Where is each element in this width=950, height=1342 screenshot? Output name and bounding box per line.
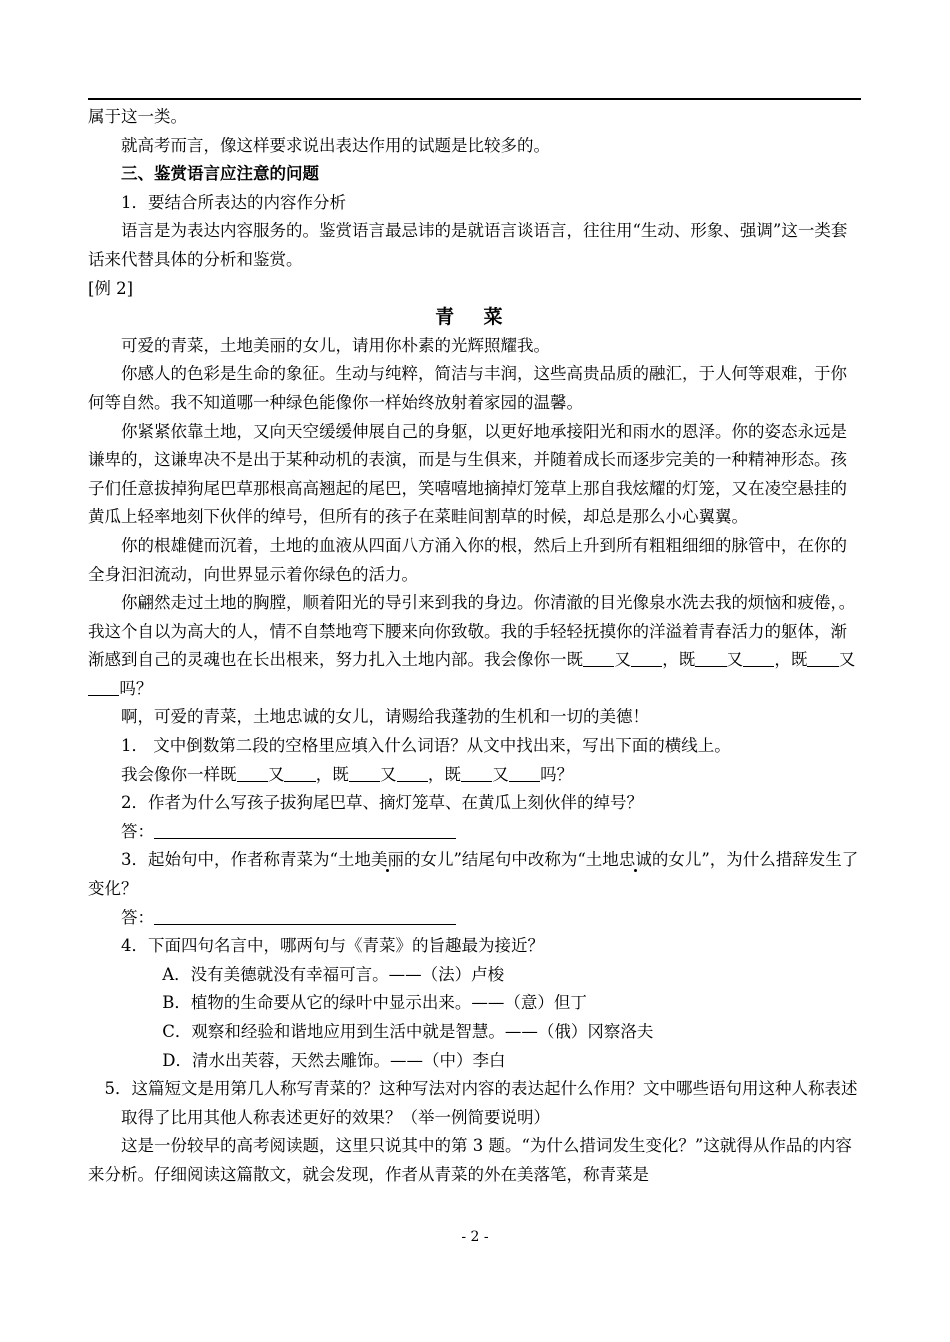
option: D．清水出芙蓉，天然去雕饰。——（中）李白 bbox=[162, 1050, 506, 1070]
blank bbox=[284, 763, 315, 781]
essay-paragraph: 可爱的青菜，土地美丽的女儿，请用你朴素的光辉照耀我。 bbox=[121, 335, 550, 355]
essay-paragraph: 你的根雄健而沉着，土地的血液从四面八方涌入你的根，然后上升到所有粗粗细细的脉管中，在你的全身汩汩流动，向世界显示着你绿色的活力。 bbox=[88, 535, 847, 584]
essay-paragraph-with-blanks: 你翩然走过土地的胸膛，顺着阳光的导引来到我的身边。你清澈的目光像泉水洗去我的烦恼和疲倦，。我这个自以为高大的人，情不自禁地弯下腰来向你致敬。我的手轻轻抚摸你的洋溢着青春活力的躯体，渐渐感到自己的灵魂也在长出根来，努力扎入土地内部。我会像你一既 又 ，既 又 ，既 又吗？ bbox=[88, 593, 856, 698]
essay-paragraph: 你感人的色彩是生命的象征。生动与纯粹，简洁与丰润，这些高贵品质的融汇，于人何等艰难，于你何等自然。我不知道哪一种绿色能像你一样始终放射着家园的温馨。 bbox=[88, 364, 847, 412]
blank bbox=[695, 649, 726, 667]
page-content bbox=[88, 103, 861, 1190]
text-line: 属于这一类。 bbox=[88, 107, 187, 126]
blank bbox=[237, 763, 268, 781]
answer-blank bbox=[154, 821, 456, 839]
text-line: 就高考而言，像这样要求说出表达作用的试题是比较多的。 bbox=[121, 135, 550, 155]
blank bbox=[88, 678, 119, 696]
header-rule bbox=[88, 98, 861, 100]
answer-line: 答： bbox=[88, 818, 861, 847]
option: B．植物的生命要从它的绿叶中显示出来。——（意）但丁 bbox=[162, 993, 587, 1013]
paragraph: 语言是为表达内容服务的。鉴赏语言最忌讳的是就语言谈语言，往往用“生动、形象、强调”这一类套话来代替具体的分析和鉴赏。 bbox=[88, 221, 848, 269]
blank bbox=[807, 649, 838, 667]
blank bbox=[583, 649, 614, 667]
section-heading: 三、鉴赏语言应注意的问题 bbox=[121, 164, 319, 184]
option: A．没有美德就没有幸福可言。——（法）卢梭 bbox=[162, 964, 505, 984]
answer-blank bbox=[154, 906, 456, 924]
emphasis-dotted: 美丽 bbox=[370, 850, 404, 870]
answer-line: 答： bbox=[88, 904, 861, 933]
emphasis-dotted: 忠诚 bbox=[618, 850, 652, 870]
blank bbox=[743, 649, 774, 667]
blank bbox=[397, 763, 428, 781]
essay-text: 你翩然走过土地的胸膛，顺着阳光的导引来到我的身边。你清澈的目光像泉水洗去我的烦恼和疲倦，。我这个自以为高大的人，情不自禁地弯下腰来向你致敬。我的手轻轻抚摸你的洋溢着青春活力的躯体，渐渐感到自己的灵魂也在长出根来，努力扎入土地内部。我会像你一 bbox=[88, 593, 856, 670]
question-1: 1． 文中倒数第二段的空格里应填入什么词语？从文中找出来，写出下面的横线上。 bbox=[121, 736, 731, 756]
question-5: 5．这篇短文是用第几人称写青菜的？这种写法对内容的表达起什么作用？文中哪些语句用这种人称表述取得了比用其他人称表述更好的效果？（举一例简要说明） bbox=[104, 1079, 858, 1127]
example-label: [例 2] bbox=[88, 278, 134, 298]
blank bbox=[349, 763, 380, 781]
blank bbox=[461, 763, 492, 781]
question-3: 3．起始句中，作者称青菜为“土地美丽的女儿”结尾句中改称为“土地忠诚的女儿”，为什么措辞发生了变化？ bbox=[88, 850, 859, 899]
question-2: 2．作者为什么写孩子拔狗尾巴草、摘灯笼草、在黄瓜上刻伙伴的绰号？ bbox=[121, 793, 643, 813]
subheading: 1．要结合所表达的内容作分析 bbox=[121, 192, 346, 212]
essay-paragraph: 你紧紧依靠土地，又向天空缓缓伸展自己的身躯，以更好地承接阳光和雨水的恩泽。你的姿态永远是谦卑的，这谦卑决不是出于某种动机的表演，而是与生俱来，并随着成长而逐步完美的一种精神形态。孩子们任意拔掉狗尾巴草那根高高翘起的尾巴，笑嘻嘻地摘掉灯笼草上那自我炫耀的灯笼，又在凌空悬挂的黄瓜上轻率地刻下伙伴的绰号，但所有的孩子在菜畦间割草的时候，却总是那么小心翼翼。 bbox=[88, 421, 847, 527]
essay-paragraph: 啊，可爱的青菜，土地忠诚的女儿，请赐给我蓬勃的生机和一切的美德！ bbox=[121, 707, 649, 727]
question-4: 4．下面四句名言中，哪两句与《青菜》的旨趣最为接近？ bbox=[121, 936, 544, 956]
blank bbox=[631, 649, 662, 667]
page-number: - 2 - bbox=[461, 1229, 489, 1245]
option: C．观察和经验和谐地应用到生活中就是智慧。——（俄）冈察洛夫 bbox=[162, 1022, 654, 1041]
question-1-blanks: 我会像你一样既 又 ，既 又 ，既 又 吗？ bbox=[121, 764, 574, 784]
blank bbox=[509, 763, 540, 781]
essay-title: 青 菜 bbox=[435, 306, 514, 329]
closing-paragraph: 这是一份较早的高考阅读题，这里只说其中的第 3 题。“为什么措词发生变化？”这就得从作品的内容来分析。仔细阅读这篇散文，就会发现，作者从青菜的外在美落笔，称青菜是 bbox=[88, 1136, 852, 1184]
